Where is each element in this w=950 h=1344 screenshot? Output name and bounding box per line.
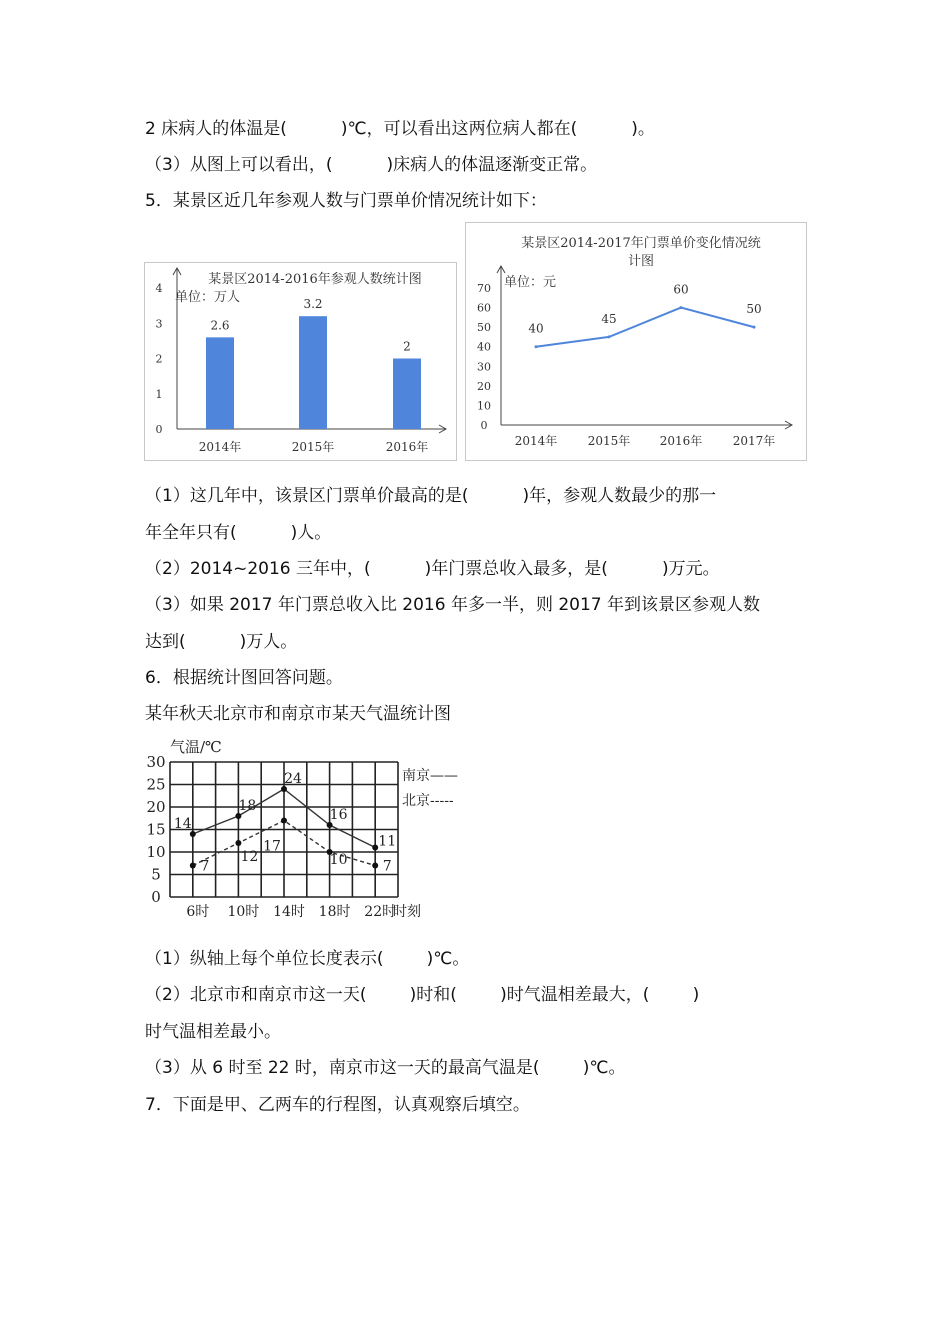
y-tick-label: 0 [155, 423, 163, 436]
chart-caption: 某年秋天北京市和南京市某天气温统计图 [145, 704, 451, 724]
x-tick-label: 2016年 [659, 434, 703, 448]
line-chart-svg [466, 223, 806, 460]
question-line: （3）从图上可以看出，( )床病人的体温逐渐变正常。 [145, 155, 598, 175]
x-tick-label: 2014年 [514, 434, 558, 448]
chart-title: 某景区2014-2017年门票单价变化情况统 [521, 236, 761, 251]
question-line: （2）北京市和南京市这一天( )时和( )时气温相差最大，( ) [145, 985, 700, 1005]
bar [206, 337, 234, 429]
bar-value-label: 3.2 [303, 297, 323, 312]
x-tick-label: 2015年 [291, 440, 335, 454]
x-tick-label: 6时 [186, 904, 210, 920]
data-point [190, 863, 196, 869]
price-line [536, 308, 754, 347]
y-tick-label: 0 [151, 888, 161, 906]
y-tick-label: 50 [477, 321, 491, 335]
y-tick-label: 30 [477, 360, 491, 374]
bar-chart-svg [145, 263, 456, 460]
temperature-label: 12 [240, 849, 259, 865]
y-tick-label: 5 [151, 865, 161, 884]
data-point [281, 818, 287, 824]
point-value-label: 60 [673, 282, 689, 297]
y-tick-label: 3 [155, 317, 163, 331]
line-point [608, 335, 611, 338]
line-chart-ticket-price [465, 222, 807, 461]
temperature-chart-svg [140, 730, 480, 925]
y-tick-label: 30 [146, 753, 166, 771]
y-tick-label: 2 [155, 352, 163, 366]
point-value-label: 50 [746, 302, 762, 317]
temperature-label: 16 [329, 807, 348, 823]
x-tick-label: 10时 [227, 904, 260, 920]
bar-value-label: 2 [403, 339, 411, 354]
y-tick-label: 15 [146, 820, 166, 839]
y-tick-label: 0 [480, 419, 488, 432]
y-tick-label: 4 [155, 282, 163, 295]
y-tick-label: 20 [146, 798, 166, 816]
question-line: 2 床病人的体温是( )℃，可以看出这两位病人都在( )。 [145, 119, 655, 139]
question-line: 时气温相差最小。 [145, 1022, 281, 1042]
data-point [235, 840, 241, 846]
bar-value-label: 2.6 [210, 318, 230, 333]
temperature-label: 7 [382, 858, 392, 875]
point-value-label: 45 [601, 311, 617, 326]
point-value-label: 40 [528, 321, 544, 336]
temperature-chart [140, 730, 480, 925]
x-tick-label: 2016年 [385, 440, 429, 454]
question-line: （3）从 6 时至 22 时，南京市这一天的最高气温是( )℃。 [145, 1058, 626, 1078]
question-line: 达到( )万人。 [145, 632, 298, 652]
bar [393, 359, 421, 430]
y-tick-label: 1 [155, 387, 163, 401]
temperature-label: 10 [329, 852, 348, 868]
question-line: （1）纵轴上每个单位长度表示( )℃。 [145, 949, 470, 969]
y-tick-label: 20 [477, 379, 491, 393]
temperature-label: 24 [284, 771, 302, 787]
y-axis-label: 单位：元 [504, 275, 557, 290]
line-point [680, 306, 683, 309]
question-line: （2）2014~2016 三年中，( )年门票总收入最多，是( )万元。 [145, 559, 720, 579]
bar-chart-visitors [144, 262, 457, 461]
legend-entry: 北京----- [402, 793, 454, 809]
y-axis-label: 气温/℃ [170, 738, 222, 756]
y-tick-label: 40 [477, 340, 491, 354]
y-tick-label: 70 [477, 282, 491, 295]
line-point [535, 345, 538, 348]
y-axis-label: 单位：万人 [175, 290, 241, 305]
question-title: 6．根据统计图回答问题。 [145, 668, 343, 688]
y-tick-label: 10 [146, 843, 166, 861]
x-tick-label: 18时 [318, 904, 351, 920]
chart-title: 计图 [627, 254, 655, 269]
x-tick-label: 14时 [273, 904, 305, 920]
legend-entry: 南京—— [402, 768, 458, 784]
data-point [372, 863, 378, 869]
bar [299, 316, 327, 429]
x-tick-label: 2017年 [732, 434, 776, 448]
x-tick-label: 22时 [364, 904, 397, 920]
temperature-label: 17 [263, 838, 281, 855]
chart-title: 某景区2014-2016年参观人数统计图 [208, 272, 422, 287]
y-tick-label: 60 [477, 301, 491, 315]
temperature-label: 7 [200, 858, 210, 875]
temperature-label: 18 [238, 798, 257, 814]
temperature-label: 11 [378, 833, 397, 850]
question-line: 年全年只有( )人。 [145, 523, 332, 543]
y-tick-label: 25 [146, 775, 166, 794]
y-tick-label: 10 [477, 399, 491, 413]
x-tick-label: 2014年 [198, 440, 242, 454]
line-point [753, 326, 756, 329]
x-tick-label: 2015年 [587, 434, 631, 448]
question-title: 5．某景区近几年参观人数与门票单价情况统计如下： [145, 191, 547, 211]
x-axis-label: 时刻 [393, 904, 421, 920]
question-title: 7．下面是甲、乙两车的行程图，认真观察后填空。 [145, 1095, 530, 1115]
question-line: （1）这几年中，该景区门票单价最高的是( )年，参观人数最少的那一 [145, 486, 717, 506]
temperature-label: 14 [173, 816, 192, 832]
question-line: （3）如果 2017 年门票总收入比 2016 年多一半，则 2017 年到该景区参观人数 [145, 595, 761, 615]
